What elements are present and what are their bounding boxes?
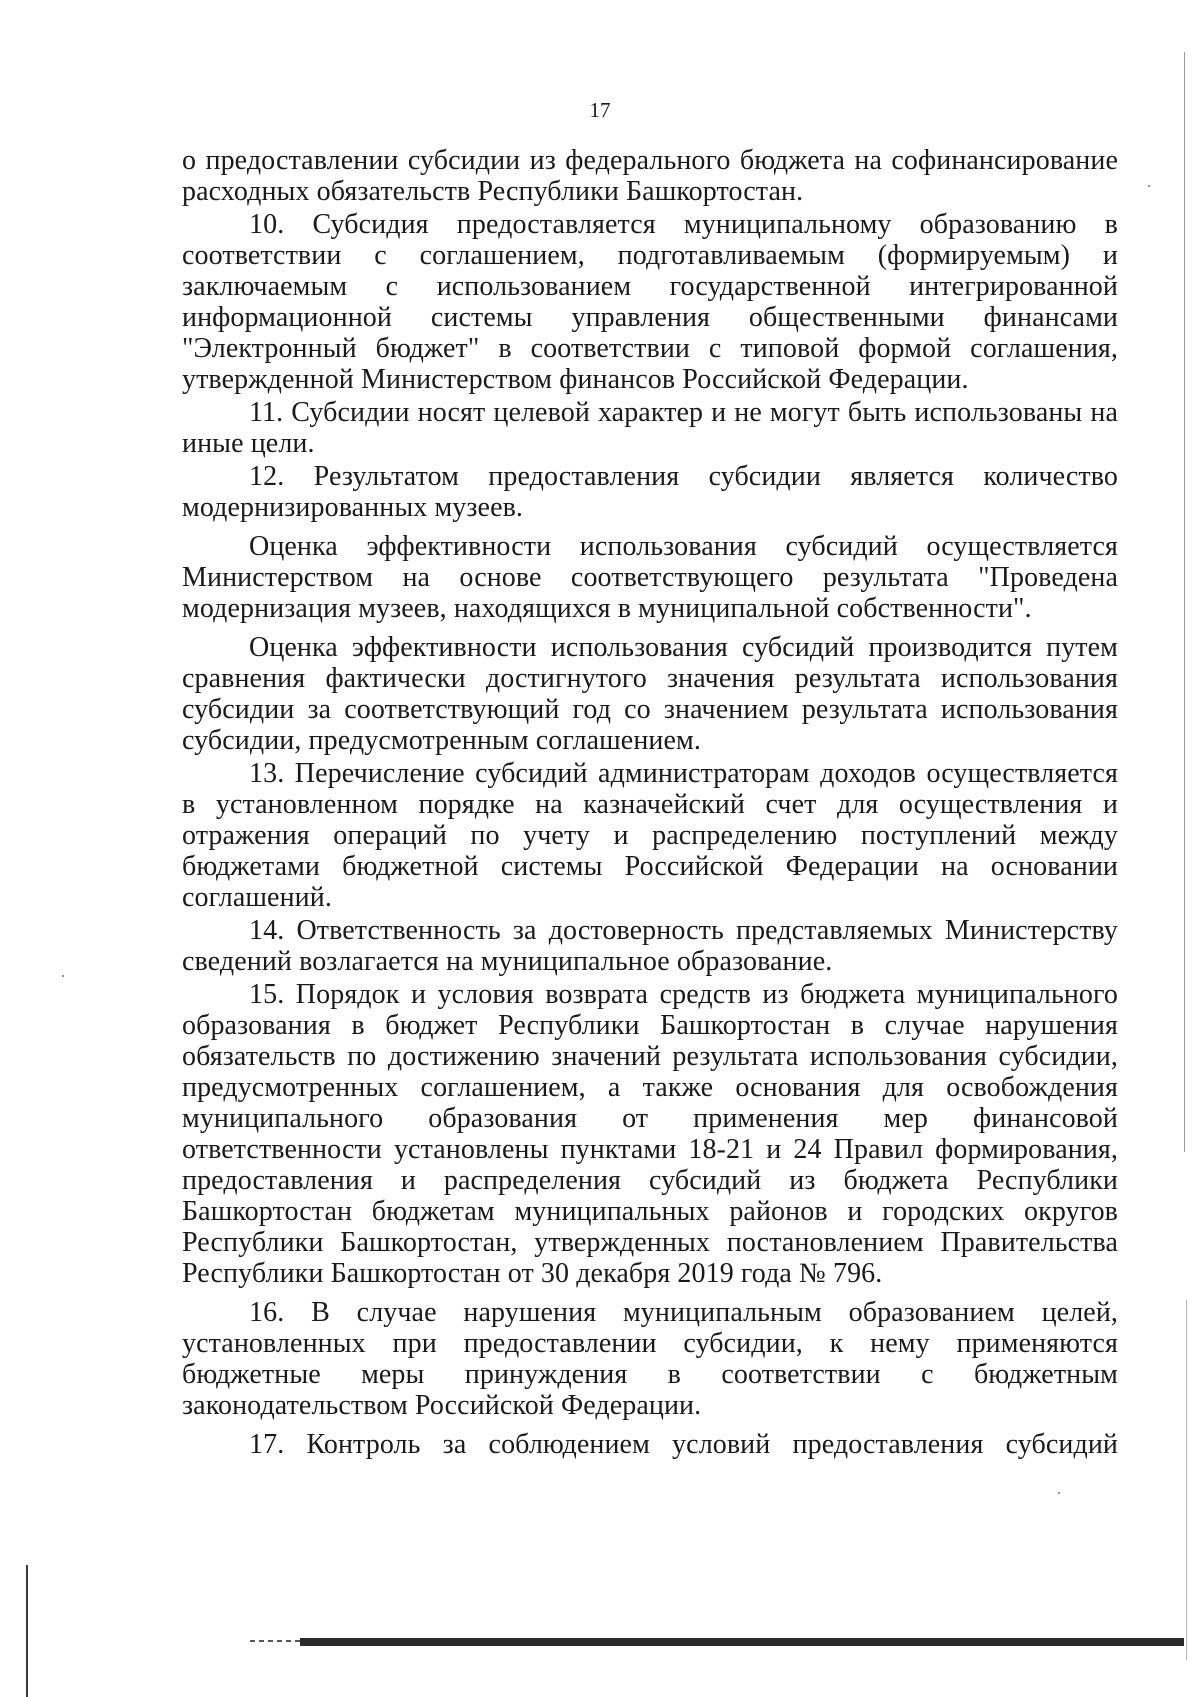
paragraph-efficiency-assessment: Оценка эффективности использования субсидий осуществляется Министерством на основе соответствующего результата "Проведена модернизация музеев, находящихся в муниципальной собственности". bbox=[182, 531, 1118, 624]
scan-edge-line-right-lower bbox=[1186, 1300, 1187, 1660]
paragraph-item-11: 11. Субсидии носят целевой характер и не могут быть использованы на иные цели. bbox=[182, 397, 1118, 459]
scan-bottom-edge-bar bbox=[300, 1638, 1184, 1646]
scan-speck bbox=[1058, 1492, 1060, 1494]
paragraph-item-14: 14. Ответственность за достоверность представляемых Министерству сведений возлагается на муниципальное образование. bbox=[182, 915, 1118, 977]
paragraph-item-12: 12. Результатом предоставления субсидии является количество модернизированных музеев. bbox=[182, 461, 1118, 523]
scan-speck bbox=[1148, 185, 1150, 187]
scan-edge-line-right bbox=[1184, 52, 1185, 1152]
document-body bbox=[182, 145, 1118, 1462]
scan-edge-line-left bbox=[26, 1565, 28, 1697]
paragraph-continuation: о предоставлении субсидии из федерального бюджета на софинансирование расходных обязательств Республики Башкортостан. bbox=[182, 145, 1118, 207]
scan-speck bbox=[62, 975, 64, 977]
paragraph-item-16: 16. В случае нарушения муниципальным образованием целей, установленных при предоставлении субсидии, к нему применяются бюджетные меры принуждения в соответствии с бюджетным законодательством Российской Федерации. bbox=[182, 1297, 1118, 1421]
paragraph-item-17: 17. Контроль за соблюдением условий предоставления субсидий bbox=[249, 1429, 1118, 1460]
paragraph-efficiency-method: Оценка эффективности использования субсидий производится путем сравнения фактически достигнутого значения результата использования субсидии за соответствующий год со значением результата использования субсидии, предусмотренным соглашением. bbox=[182, 632, 1118, 756]
paragraph-item-10: 10. Субсидия предоставляется муниципальному образованию в соответствии с соглашением, подготавливаемым (формируемым) и заключаемым с использованием государственной интегрированной информационной системы управления общественными финансами "Электронный бюджет" в соответствии с типовой формой соглашения, утвержденной Министерством финансов Российской Федерации. bbox=[182, 209, 1118, 395]
paragraph-item-13: 13. Перечисление субсидий администраторам доходов осуществляется в установленном порядке на казначейский счет для осуществления и отражения операций по учету и распределению поступлений между бюджетами бюджетной системы Российской Федерации на основании соглашений. bbox=[182, 758, 1118, 913]
scan-dashed-mark bbox=[250, 1640, 300, 1642]
paragraph-item-15: 15. Порядок и условия возврата средств из бюджета муниципального образования в бюджет Республики Башкортостан в случае нарушения обязательств по достижению значений результата использования субсидии, предусмотренных соглашением, а также основания для освобождения муниципального образования от применения мер финансовой ответственности установлены пунктами 18-21 и 24 Правил формирования, предоставления и распределения субсидий из бюджета Республики Башкортостан бюджетам муниципальных районов и городских округов Республики Башкортостан, утвержденных постановлением Правительства Республики Башкортостан от 30 декабря 2019 года № 796. bbox=[182, 979, 1118, 1289]
page-number: 17 bbox=[589, 98, 611, 122]
